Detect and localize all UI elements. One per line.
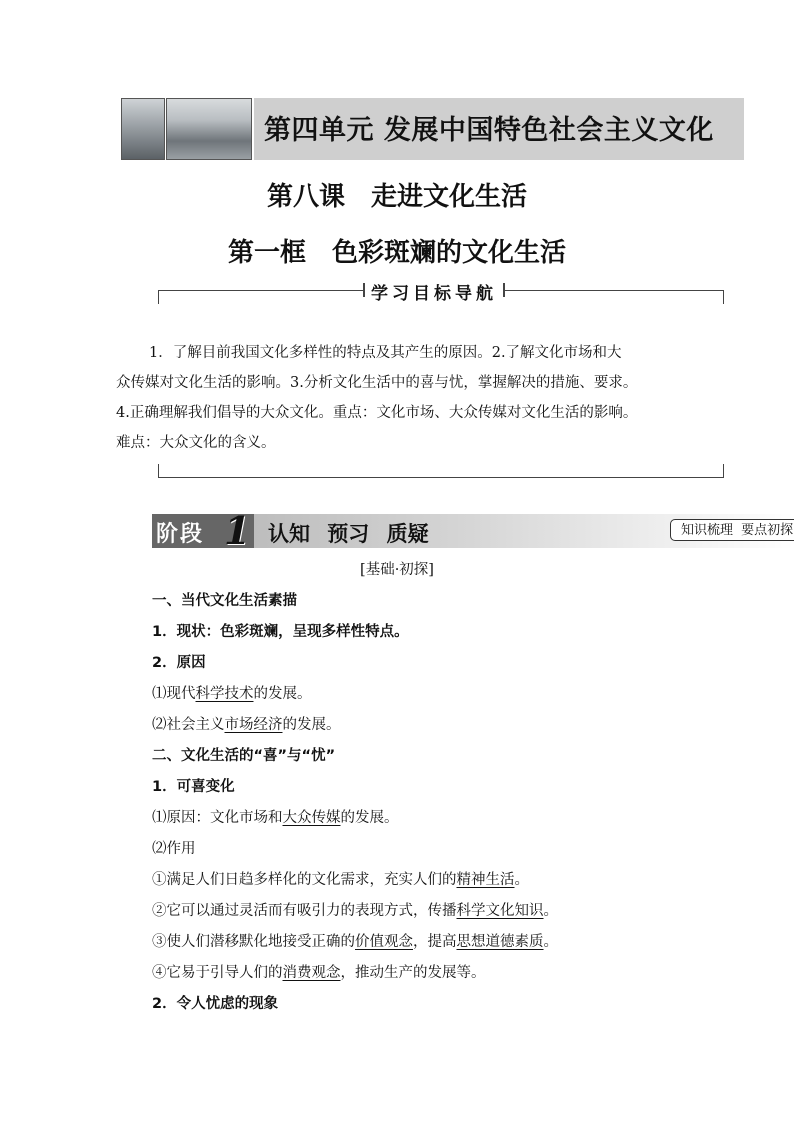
text: ③使人们潜移默化地接受正确的 — [152, 934, 355, 950]
content — [152, 586, 752, 1020]
unit-banner — [120, 96, 744, 162]
objectives-tick-right — [723, 290, 724, 304]
text: 。 — [514, 872, 529, 888]
stage-tag: 知识梳理 要点初探 — [670, 519, 794, 541]
text: ①满足人们日趋多样化的文化需求，充实人们的 — [152, 872, 457, 888]
list-item — [152, 865, 752, 896]
text: 。 — [543, 934, 558, 950]
text: ④它易于引导人们的 — [152, 965, 283, 981]
list-item — [152, 803, 752, 834]
stage-title: 认知 预习 质疑 — [268, 522, 429, 546]
underlined-answer: 思想道德素质 — [456, 934, 544, 950]
objectives-line: 众传媒对文化生活的影响。3.分析文化生活中的喜与忧，掌握解决的措施、要求。 — [116, 375, 638, 391]
text: ⑴原因：文化市场和 — [152, 810, 283, 826]
square-photo — [166, 98, 252, 160]
stage-number: 1 — [224, 508, 251, 553]
underlined-answer: 市场经济 — [224, 717, 283, 733]
text: ，推动生产的发展等。 — [340, 965, 486, 981]
list-item — [152, 617, 752, 648]
rocket-photo — [121, 98, 165, 160]
list-item: 1．可喜变化 — [152, 779, 235, 795]
underlined-answer: 科学技术 — [195, 686, 254, 702]
objectives-line: 4.正确理解我们倡导的大众文化。重点：文化市场、大众传媒对文化生活的影响。 — [116, 405, 638, 421]
lesson-title: 第八课 走进文化生活 — [266, 182, 527, 212]
heading: 一、当代文化生活素描 — [152, 593, 297, 609]
list-item: ⑵作用 — [152, 841, 196, 857]
objectives-tick-bottom-right — [723, 464, 724, 478]
objectives-tick-left — [158, 290, 159, 304]
objectives-tick-bottom-left — [158, 464, 159, 478]
stage-bar — [152, 508, 794, 553]
objectives-text — [116, 338, 686, 458]
heading: 二、文化生活的“喜”与“忧” — [152, 748, 336, 764]
text: 的发展。 — [340, 810, 399, 826]
objectives-line: 1．了解目前我国文化多样性的特点及其产生的原因。2.了解文化市场和大 — [149, 345, 622, 361]
list-item: 2．原因 — [152, 655, 206, 671]
text: ⑵社会主义 — [152, 717, 225, 733]
list-item — [152, 896, 752, 927]
objectives-label: 学习目标导航 — [363, 279, 505, 304]
unit-title: 第四单元 发展中国特色社会主义文化 — [264, 115, 714, 146]
list-item — [152, 710, 752, 741]
text: ②它可以通过灵活而有吸引力的表现方式，传播 — [152, 903, 457, 919]
text: ⑴现代 — [152, 686, 196, 702]
item-text: 1．现状：色彩斑斓，呈现多样性特点。 — [152, 624, 409, 640]
stage-label: 阶段 — [156, 522, 205, 547]
list-item: 2．令人忧虑的现象 — [152, 996, 279, 1012]
underlined-answer: 大众传媒 — [282, 810, 341, 826]
underlined-answer: 精神生活 — [456, 872, 515, 888]
list-item — [152, 927, 752, 958]
text: ，提高 — [413, 934, 457, 950]
objectives-line: 难点：大众文化的含义。 — [116, 435, 276, 451]
text: 。 — [543, 903, 558, 919]
section-tag: [基础·初探] — [360, 562, 434, 578]
text: 的发展。 — [282, 717, 341, 733]
underlined-answer: 价值观念 — [355, 934, 413, 950]
frame-title: 第一框 色彩斑斓的文化生活 — [227, 238, 566, 268]
text: 的发展。 — [253, 686, 312, 702]
list-item — [152, 958, 752, 989]
underlined-answer: 科学文化知识 — [456, 903, 544, 919]
objectives-bottom-rule — [158, 477, 724, 478]
list-item — [152, 679, 752, 710]
underlined-answer: 消费观念 — [282, 965, 341, 981]
